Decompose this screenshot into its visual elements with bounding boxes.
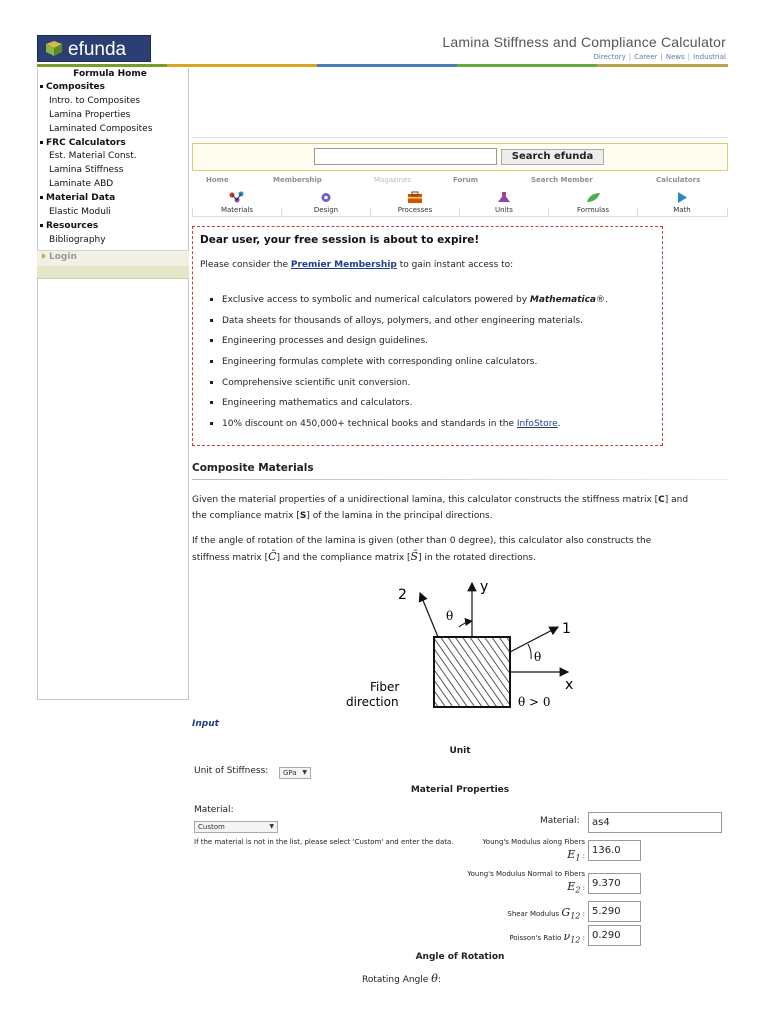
input-heading: Input [192,719,219,729]
nav-home[interactable]: Home [206,176,229,184]
e1-sub: 1 [575,853,581,863]
sidebar-item-laminate-abd[interactable]: Laminate ABD [49,179,114,189]
sidebar-item-lamina-properties[interactable]: Lamina Properties [49,110,131,120]
nav-search-member[interactable]: Search Member [531,176,593,184]
infostore-link[interactable]: InfoStore [516,419,558,429]
notice-intro [200,260,513,270]
notice-list-item: Data sheets for thousands of alloys, polymers, and other engineering materials. [210,316,583,326]
category-processes[interactable] [385,191,445,214]
category-math-label: Math [673,206,691,214]
category-design[interactable] [296,191,356,214]
category-materials[interactable] [207,191,267,214]
sidebar-item-bibliography[interactable]: Bibliography [49,235,106,245]
notice-list-item: Engineering mathematics and calculators. [210,398,412,408]
category-formulas[interactable] [563,191,623,214]
sidebar-item-intro-composites[interactable]: Intro. to Composites [49,96,141,106]
fiber-label-1: Fiber [370,680,400,694]
molecule-icon [228,191,246,204]
search-button[interactable]: Search efunda [501,149,604,165]
category-processes-label: Processes [397,206,433,214]
material-name-field[interactable]: as4 [588,812,722,833]
colon: : [582,852,585,860]
sidebar-item-resources[interactable]: Resources [40,221,98,231]
divider [192,137,728,138]
label-1: 1 [562,621,571,637]
fiber-label-2: direction [346,695,399,709]
sidebar-item-laminated-composites[interactable]: Laminated Composites [49,124,153,134]
g12-field[interactable]: 5.290 [588,901,641,922]
sidebar-item-elastic-moduli[interactable]: Elastic Moduli [49,207,111,217]
para-text: If the angle of rotation of the lamina is given (other than 0 degree), this calculator also constructs the [192,536,652,546]
category-divider [192,216,728,217]
notice-li-text: 10% discount on 450,000+ technical books and standards in the [222,419,517,429]
section-title: Composite Materials [192,462,314,474]
para-text: stiffness matrix [ [192,553,269,563]
unit-heading: Unit [449,746,471,756]
unit-label: Unit of Stiffness: [194,766,269,776]
category-tick [192,208,193,217]
sidebar-item-est-material[interactable]: Est. Material Const. [49,151,137,161]
nav-magazines[interactable]: Magazines [374,176,412,184]
colon: : [437,975,441,985]
e1-label: Young's Modulus along Fibers [482,838,585,846]
material-select[interactable]: Custom ▼ [194,821,278,833]
nav-forum[interactable]: Forum [453,176,479,184]
e2-sub: 2 [575,885,581,895]
category-materials-label: Materials [220,206,254,214]
logo-mark-icon [44,40,64,57]
header-colorbar [37,64,728,67]
label-x: x [565,677,574,693]
intro-paragraph [192,492,732,524]
material-label: Material: [194,805,234,815]
e2-label: Young's Modulus Normal to Fibers [467,870,585,878]
material-name-label: Material: [540,816,580,826]
notice-intro-text-end: to gain instant access to: [396,260,514,270]
category-units[interactable] [474,191,534,214]
sidebar-formula-home[interactable]: Formula Home [73,69,147,79]
logo-text: efunda [68,39,127,60]
nav-membership[interactable]: Membership [273,176,322,184]
notice-list-item: Engineering processes and design guidelines. [210,336,428,346]
axis-2 [420,593,438,637]
matrix-c-bar: C̄ [268,550,277,563]
lamina-rotation-diagram [338,575,583,715]
page-title: Lamina Stiffness and Compliance Calculator [442,34,726,50]
material-properties-heading: Material Properties [410,785,510,795]
nav-calculators[interactable]: Calculators [656,176,701,184]
e1-sym: E [567,848,576,861]
e1-symbol [530,848,585,862]
toolbox-icon [407,191,423,204]
rotation-paragraph [192,533,732,566]
matrix-c: C [658,495,665,505]
search-input[interactable] [314,148,497,165]
notice-title: Dear user, your free session is about to expire! [200,234,480,246]
category-units-label: Units [495,206,513,214]
angle-label: Rotating Angle [362,975,429,985]
nu12-label-row [430,930,585,944]
label-2: 2 [398,587,407,603]
category-tick [637,208,638,217]
play-icon [675,191,689,204]
category-tick [548,208,549,217]
angle-heading: Angle of Rotation [415,952,505,962]
login-link[interactable]: Login [42,252,77,262]
theta-arc-right [528,644,531,659]
nu12-sym: ν [563,930,571,943]
category-tick [281,208,282,217]
notice-li-text-end: . [557,419,561,429]
g12-sub: 12 [570,911,581,921]
sidebar-item-frc-calculators[interactable]: FRC Calculators [40,138,126,148]
notice-list-item [210,419,561,429]
theta-top: θ [446,609,454,623]
section-underline [192,479,728,480]
e2-field[interactable]: 9.370 [588,873,641,894]
gear-icon [319,191,333,204]
theta-right: θ [534,650,542,664]
notice-li-text-end: ®. [596,295,608,305]
matrix-s-bar: S̄ [410,550,419,563]
para-text: ] of the lamina in the principal directions. [306,511,493,521]
g12-label: Shear Modulus [507,910,560,918]
nu12-sub: 12 [570,935,581,945]
colon: : [582,884,585,892]
para-text: the compliance matrix [ [192,511,300,521]
colon: : [582,910,585,918]
para-text: ] and the compliance matrix [ [276,553,411,563]
nu12-label: Poisson's Ratio [509,934,562,942]
category-tick [370,208,371,217]
label-y: y [480,579,489,595]
sidebar-item-material-data[interactable]: Material Data [40,193,115,203]
link-career[interactable]: Career [634,53,658,61]
colon: : [582,934,585,942]
notice-list-item: Engineering formulas complete with corresponding online calculators. [210,357,537,367]
para-text: ] in the rotated directions. [418,553,536,563]
efunda-logo[interactable] [37,35,151,62]
axis-1 [510,627,558,652]
link-directory[interactable]: Directory [593,53,626,61]
lamina-square [434,637,510,707]
login-bar-lower [37,266,189,279]
e2-symbol [530,880,585,894]
nu12-field[interactable]: 0.290 [588,925,641,946]
category-formulas-label: Formulas [577,206,609,214]
link-industrial[interactable]: Industrial [693,53,726,61]
category-math[interactable] [652,191,712,214]
category-design-label: Design [313,206,339,214]
category-tick [727,208,728,217]
theta-arc-top [459,621,472,627]
leaf-icon [585,191,601,204]
e1-field[interactable]: 136.0 [588,840,641,861]
notice-li-text: Exclusive access to symbolic and numerical calculators powered by [222,295,530,305]
mathematica-brand: Mathematica [529,295,596,305]
notice-list-item: Comprehensive scientific unit conversion. [210,378,410,388]
e2-sym: E [567,880,576,893]
premier-membership-link[interactable]: Premier Membership [290,260,397,270]
units-icon [496,191,512,204]
top-links: Directory | Career | News | Industrial [593,53,726,61]
unit-select[interactable]: GPa ▼ [279,767,311,779]
angle-label-row [362,972,441,985]
sidebar [37,68,189,700]
link-news[interactable]: News [665,53,685,61]
para-text: Given the material properties of a unidirectional lamina, this calculator constructs the stiffness matrix [ [192,495,659,505]
material-note: If the material is not in the list, please select 'Custom' and enter the data. [194,838,454,846]
notice-intro-text: Please consider the [200,260,291,270]
theta-condition: θ > 0 [518,695,551,709]
para-text: ] and [664,495,689,505]
g12-sym: G [561,906,571,919]
sidebar-item-lamina-stiffness[interactable]: Lamina Stiffness [49,165,124,175]
angle-sym: θ [431,972,438,985]
matrix-s: S [299,511,307,521]
category-tick [459,208,460,217]
g12-label-row [430,906,585,920]
notice-list-item [210,295,608,305]
sidebar-item-composites[interactable]: Composites [40,82,105,92]
